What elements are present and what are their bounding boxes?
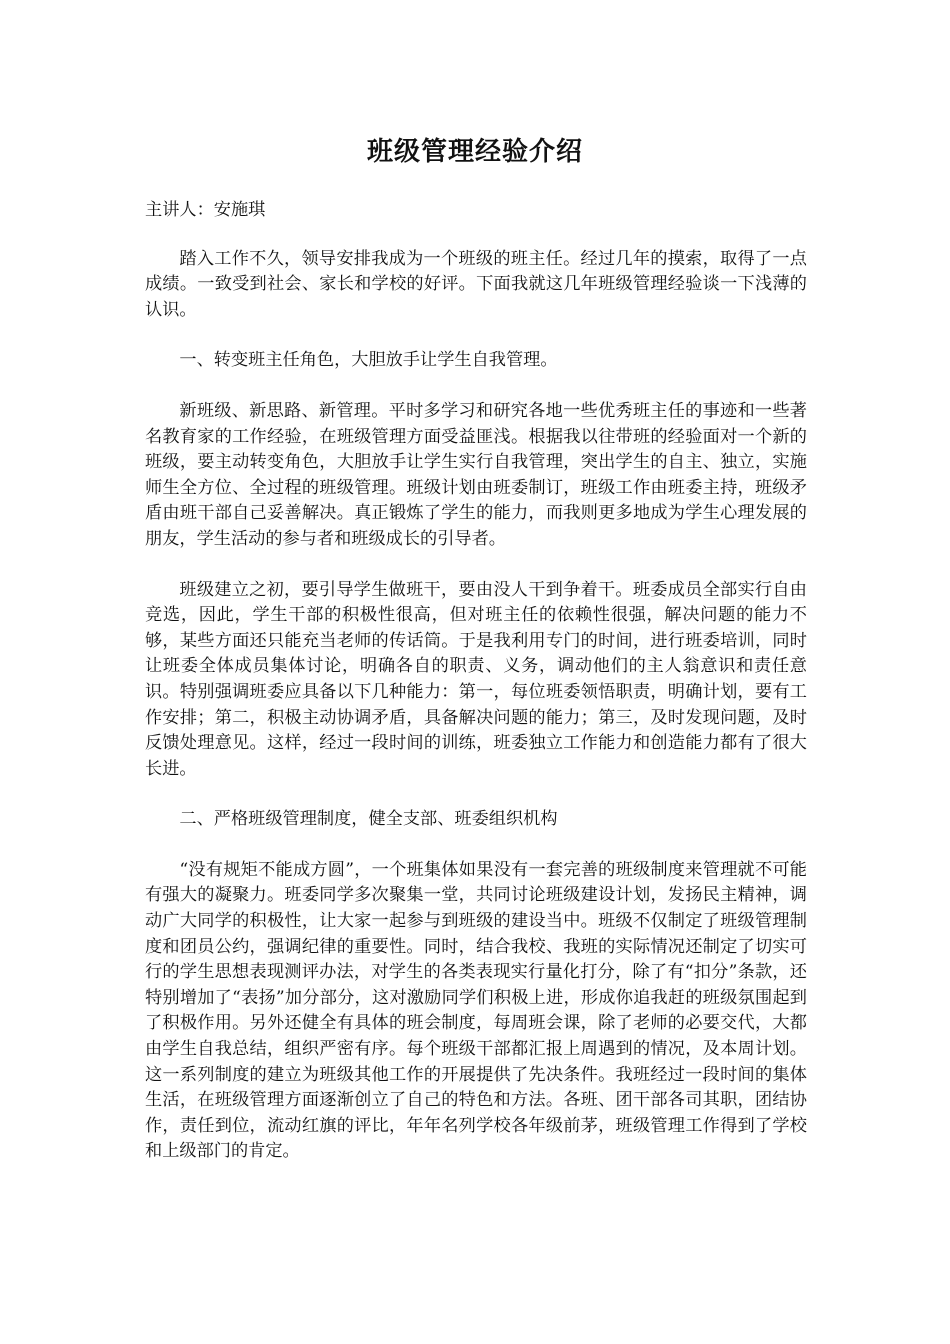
section-2-paragraph-1: “没有规矩不能成方圆”，一个班集体如果没有一套完善的班级制度来管理就不可能有强大的凝聚力。班委同学多次聚集一堂，共同讨论班级建设计划，发扬民主精神，调动广大同学的积极性，让大家一起参与到班级的建设当中。班级不仅制定了班级管理制度和团员公约，强调纪律的重要性。同时，结合我校、我班的实际情况还制定了切实可行的学生思想表现测评办法，对学生的各类表现实行量化打分，除了有“扣分”条款，还特别增加了“表扬”加分部分，这对激励同学们积极上进，形成你追我赶的班级氛围起到了积极作用。另外还健全有具体的班会制度，每周班会课，除了老师的必要交代，大都由学生自我总结，组织严密有序。每个班级干部都汇报上周遇到的情况，及本周计划。这一系列制度的建立为班级其他工作的开展提供了先决条件。我班经过一段时间的集体生活，在班级管理方面逐渐创立了自己的特色和方法。各班、团干部各司其职，团结协作，责任到位，流动红旗的评比，年年名列学校各年级前茅，班级管理工作得到了学校和上级部门的肯定。: [145, 859, 807, 1162]
intro-paragraph: 踏入工作不久，领导安排我成为一个班级的班主任。经过几年的摸索，取得了一点成绩。一致受到社会、家长和学校的好评。下面我就这几年班级管理经验谈一下浅薄的认识。: [145, 248, 807, 320]
section-1-paragraph-2: 班级建立之初，要引导学生做班干，要由没人干到争着干。班委成员全部实行自由竞选，因此，学生干部的积极性很高，但对班主任的依赖性很强，解决问题的能力不够，某些方面还只能充当老师的传话筒。于是我利用专门的时间，进行班委培训，同时让班委全体成员集体讨论，明确各自的职责、义务，调动他们的主人翁意识和责任意识。特别强调班委应具备以下几种能力：第一，每位班委领悟职责，明确计划，要有工作安排；第二，积极主动协调矛盾，具备解决问题的能力；第三，及时发现问题，及时反馈处理意见。这样，经过一段时间的训练，班委独立工作能力和创造能力都有了很大长进。: [145, 579, 807, 779]
document-title: 班级管理经验介绍: [366, 137, 583, 167]
section-1-paragraph-1: 新班级、新思路、新管理。平时多学习和研究各地一些优秀班主任的事迹和一些著名教育家的工作经验，在班级管理方面受益匪浅。根据我以往带班的经验面对一个新的班级，要主动转变角色，大胆放手让学生实行自我管理，突出学生的自主、独立，实施师生全方位、全过程的班级管理。班级计划由班委制订，班级工作由班委主持，班级矛盾由班干部自己妥善解决。真正锻炼了学生的能力，而我则更多地成为学生心理发展的朋友，学生活动的参与者和班级成长的引导者。: [145, 400, 807, 549]
section-1-heading: 一、转变班主任角色，大胆放手让学生自我管理。: [179, 350, 558, 371]
speaker-line: 主讲人：安施琪: [145, 200, 266, 220]
document-body: [145, 198, 807, 1190]
section-2-heading: 二、严格班级管理制度，健全支部、班委组织机构: [179, 809, 558, 830]
